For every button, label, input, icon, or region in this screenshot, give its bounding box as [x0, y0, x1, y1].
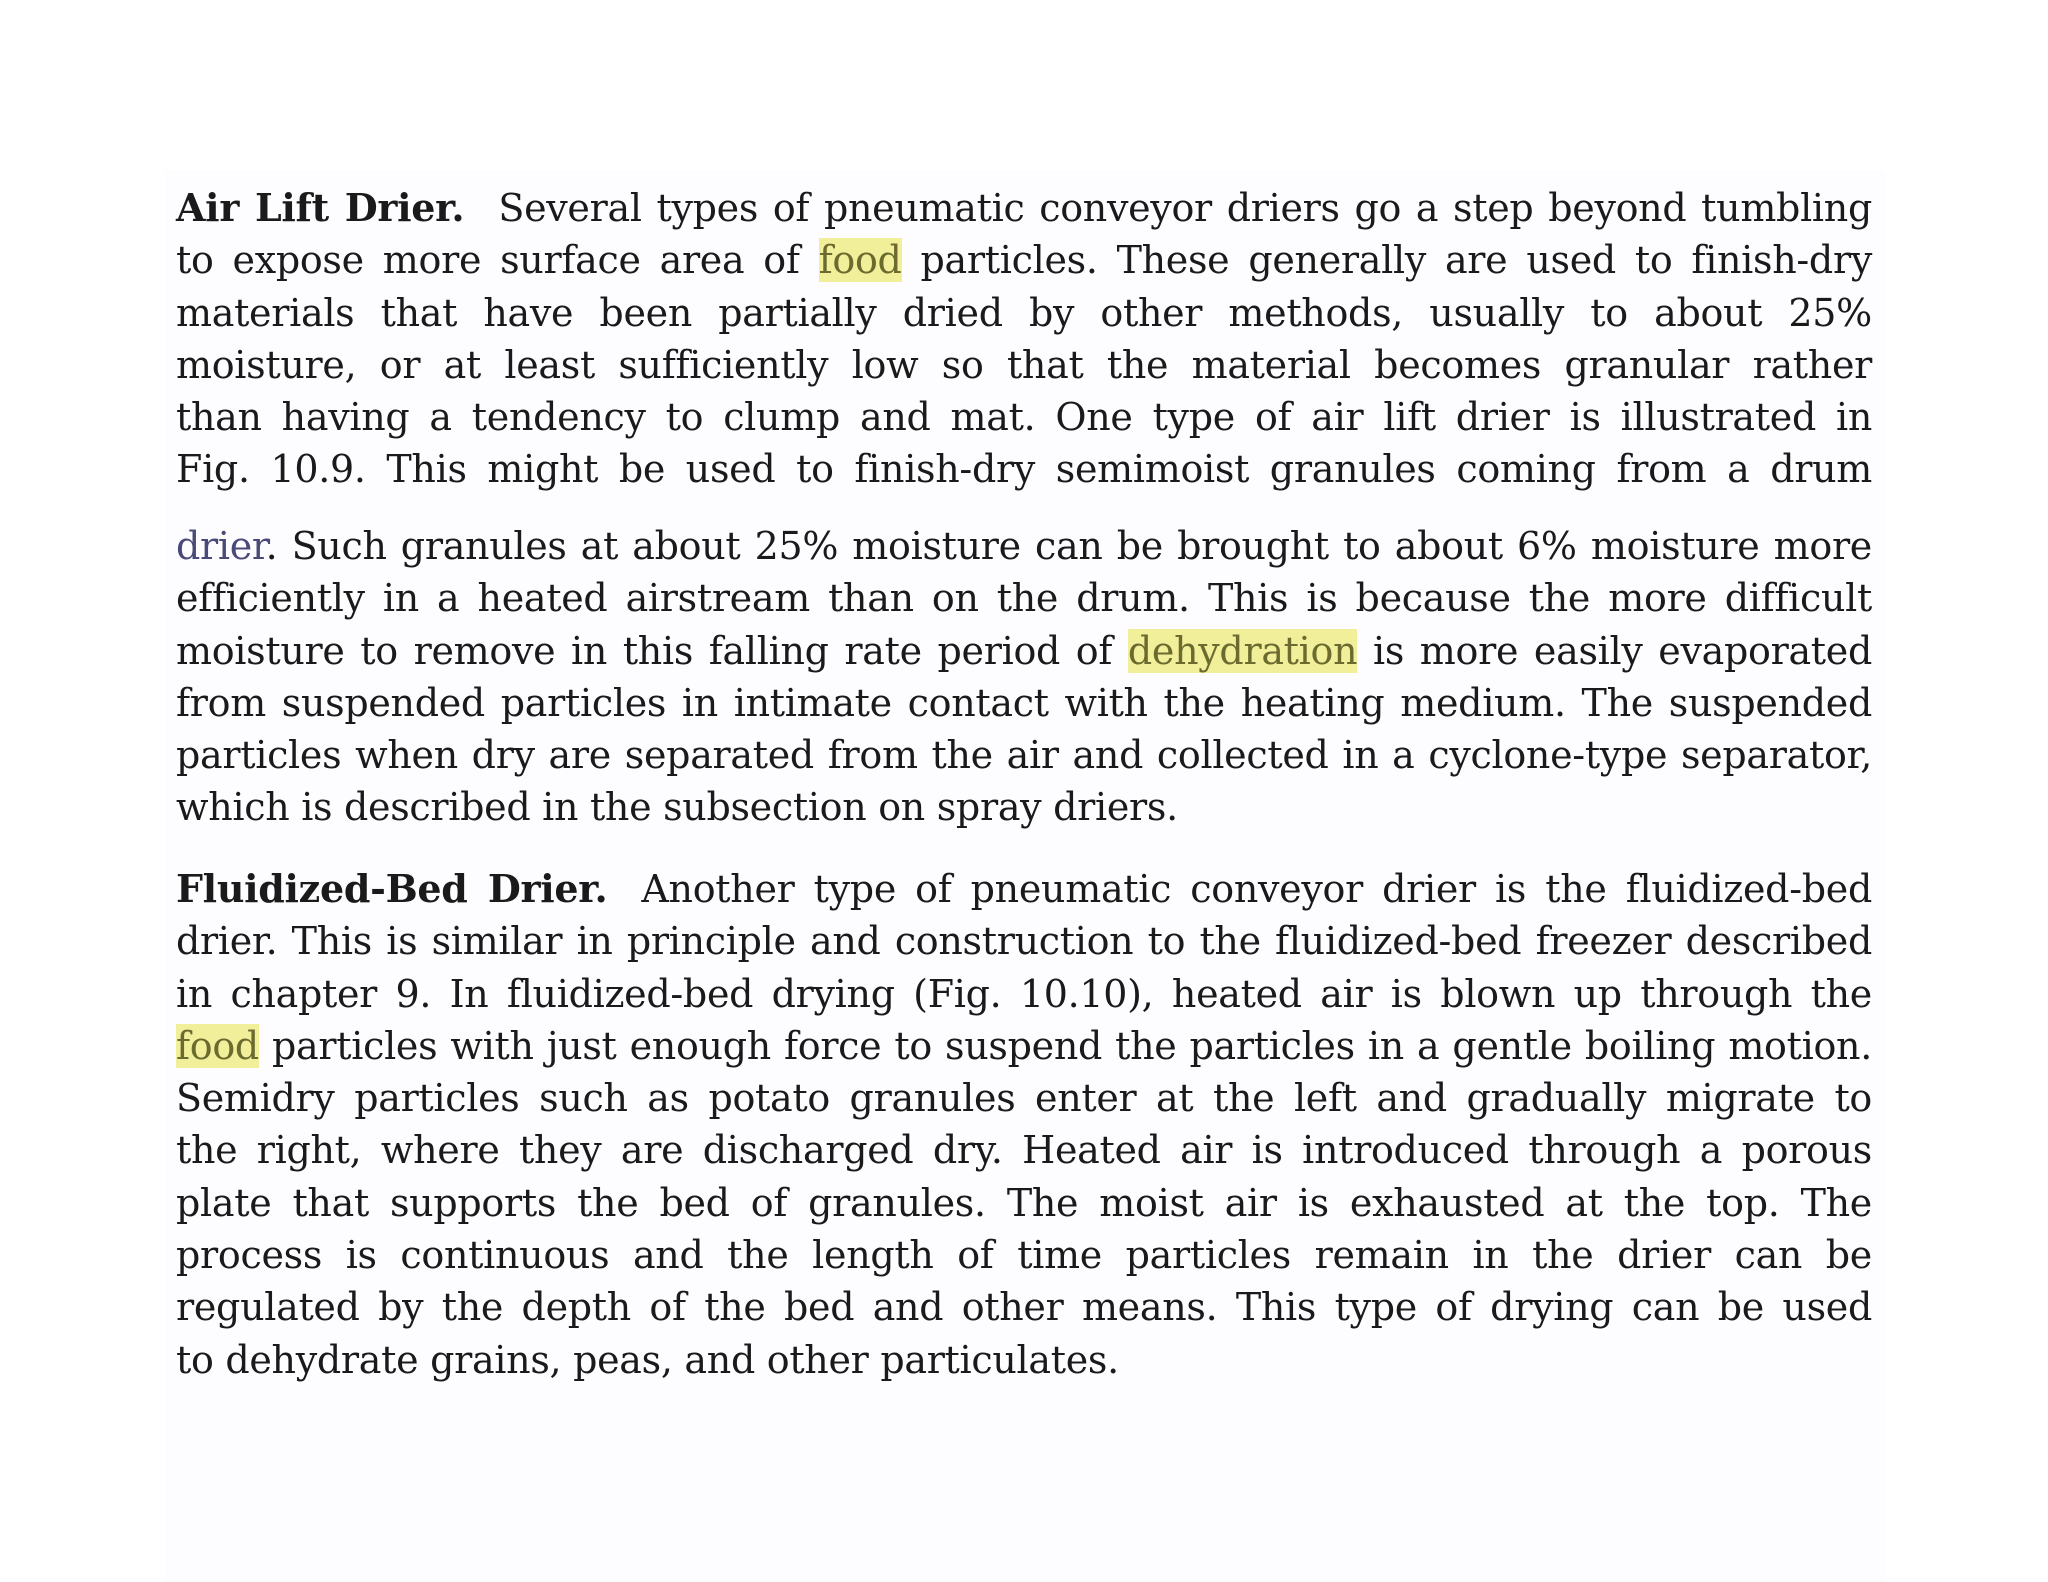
highlighted-term[interactable]: food [176, 1023, 259, 1068]
text-line: Fluidized-Bed Drier. Another type of pneumatic conveyor drier is the fluidized-bed [176, 866, 1872, 911]
fluidized-bed-paragraph [176, 863, 1872, 1386]
highlighted-term[interactable]: dehydration [1127, 628, 1358, 673]
text-line: in chapter 9. In fluidized-bed drying (Fig. 10.10), heated air is blown up through the [176, 971, 1872, 1016]
air-lift-paragraph [176, 182, 1872, 496]
text-line: than having a tendency to clump and mat. One type of air lift drier is illustrated in [176, 395, 1872, 440]
text-line: Semidry particles such as potato granules enter at the left and gradually migrate to [176, 1076, 1872, 1121]
text-line: drier. Such granules at about 25% moisture can be brought to about 6% moisture more [176, 524, 1872, 568]
text-line: to dehydrate grains, peas, and other particulates. [176, 1337, 1119, 1382]
text-line: efficiently in a heated airstream than on the drum. This is because the more difficult [176, 576, 1872, 621]
section-heading-air-lift: Air Lift Drier. [176, 185, 465, 230]
text-line: which is described in the subsection on spray driers. [176, 785, 1178, 830]
text-line: plate that supports the bed of granules. The moist air is exhausted at the top. The [176, 1180, 1872, 1225]
text-line: drier. This is similar in principle and construction to the fluidized-bed freezer described [176, 919, 1872, 964]
text-line: the right, where they are discharged dry. Heated air is introduced through a porous [176, 1128, 1872, 1173]
linked-term[interactable]: drier [176, 524, 266, 568]
text-line: Fig. 10.9. This might be used to finish-dry semimoist granules coming from a drum [176, 447, 1872, 492]
highlighted-term[interactable]: food [818, 238, 902, 283]
text-line: process is continuous and the length of time particles remain in the drier can be [176, 1233, 1872, 1278]
text-line: materials that have been partially dried by other methods, usually to about 25% [176, 290, 1872, 335]
section-heading-fluidized: Fluidized-Bed Drier. [176, 866, 608, 911]
text-line: regulated by the depth of the bed and other means. This type of drying can be used [176, 1285, 1872, 1330]
text-line: moisture, or at least sufficiently low so that the material becomes granular rather [176, 342, 1872, 387]
text-line: moisture to remove in this falling rate period of dehydration is more easily evaporated [176, 628, 1872, 673]
air-lift-continuation [176, 520, 1872, 834]
text-line: to expose more surface area of food particles. These generally are used to finish-dry [176, 238, 1872, 283]
text-line: particles when dry are separated from the air and collected in a cyclone-type separator, [176, 733, 1872, 778]
text-line: Air Lift Drier. Several types of pneumatic conveyor driers go a step beyond tumbling [176, 185, 1872, 230]
text-line: food particles with just enough force to suspend the particles in a gentle boiling motion. [176, 1023, 1872, 1068]
text-line: from suspended particles in intimate contact with the heating medium. The suspended [176, 680, 1872, 725]
